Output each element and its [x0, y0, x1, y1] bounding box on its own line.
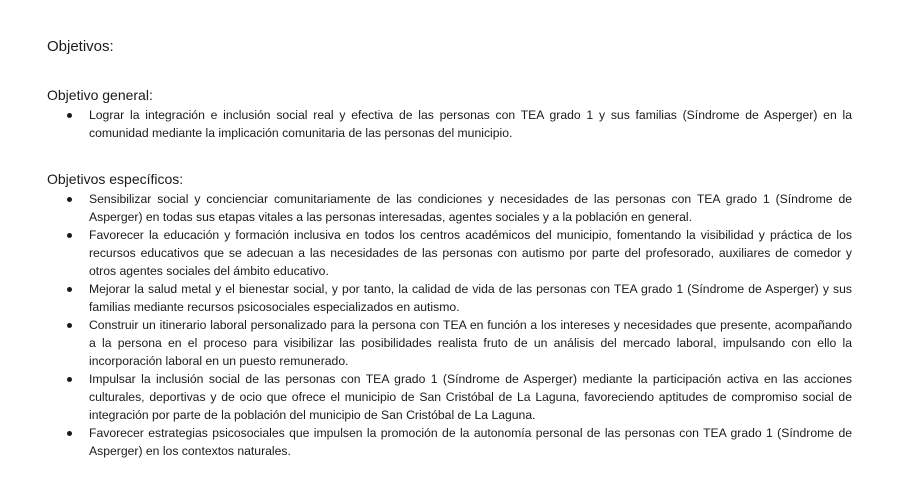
page-title: Objetivos:: [47, 38, 114, 55]
list-item-text: Impulsar la inclusión social de las personas con TEA grado 1 (Síndrome de Asperger) mediante la participación activa en las acciones culturales, deportivas y de ocio que ofrece el municipio de San Cristóbal de La Laguna, favoreciendo aptitudes de compromiso social de integración por parte de la población del municipio de San Cristóbal de La Laguna.: [89, 372, 852, 422]
list-item: [47, 424, 852, 460]
general-objective-list: [47, 106, 852, 142]
specific-objectives-heading: Objetivos específicos:: [47, 171, 184, 187]
list-item: [47, 226, 852, 280]
list-item-text: Construir un itinerario laboral personalizado para la persona con TEA en función a los intereses y necesidades que presente, acompañando a la persona en el proceso para visibilizar las posibilidades realista fruto de un análisis del mercado laboral, impulsando con ello la incorporación laboral en un puesto remunerado.: [89, 318, 852, 368]
bullet-icon: [67, 323, 72, 328]
bullet-icon: [67, 113, 72, 118]
list-item: [47, 370, 852, 424]
bullet-icon: [67, 431, 72, 436]
specific-objectives-section: [47, 170, 852, 460]
list-item-text: Lograr la integración e inclusión social real y efectiva de las personas con TEA grado 1 y sus familias (Síndrome de Asperger) en la comunidad mediante la implicación comunitaria de las personas del municipio.: [89, 108, 852, 140]
list-item-text: Favorecer estrategias psicosociales que impulsen la promoción de la autonomía personal de las personas con TEA grado 1 (Síndrome de Asperger) en los contextos naturales.: [89, 426, 852, 458]
list-item-text: Favorecer la educación y formación inclusiva en todos los centros académicos del municipio, fomentando la visibilidad y práctica de los recursos educativos que se adecuan a las necesidades de las personas con autismo por parte del profesorado, auxiliares de comedor y otros agentes sociales del ámbito educativo.: [89, 228, 852, 278]
bullet-icon: [67, 377, 72, 382]
list-item: [47, 280, 852, 316]
specific-objectives-list: [47, 190, 852, 460]
list-item: [47, 316, 852, 370]
bullet-icon: [67, 287, 72, 292]
list-item: [47, 190, 852, 226]
bullet-icon: [67, 233, 72, 238]
list-item-text: Mejorar la salud metal y el bienestar social, y por tanto, la calidad de vida de las personas con TEA grado 1 (Síndrome de Asperger) y sus familias mediante recursos psicosociales especializados en autismo.: [89, 282, 852, 314]
general-objective-section: [47, 86, 852, 142]
list-item: [47, 106, 852, 142]
bullet-icon: [67, 197, 72, 202]
general-objective-heading: Objetivo general:: [47, 87, 153, 103]
list-item-text: Sensibilizar social y concienciar comunitariamente de las condiciones y necesidades de las personas con TEA grado 1 (Síndrome de Asperger) en todas sus etapas vitales a las personas interesadas, agentes sociales y a la población en general.: [89, 192, 852, 224]
